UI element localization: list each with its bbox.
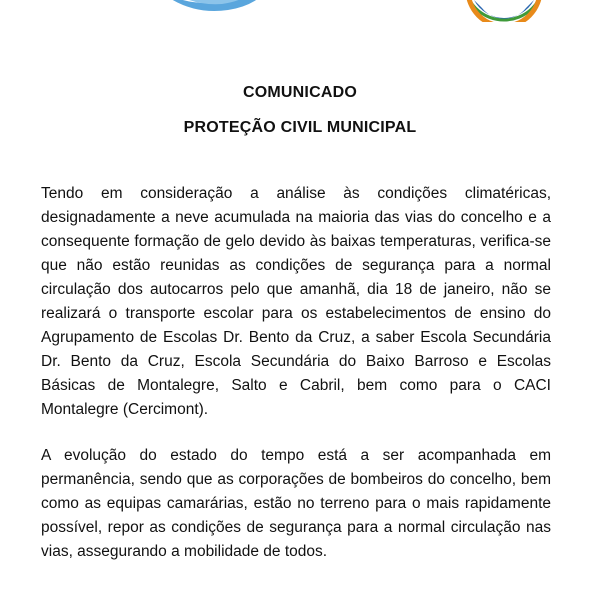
document-title: COMUNICADO (243, 84, 357, 101)
paragraph: Tendo em consideração a análise às condições climatéricas, designadamente a neve acumulada na maioria das vias do concelho e a consequente formação de gelo devido às baixas temperaturas, verifica-se que não estão reunidas as condições de segurança para a normal circulação dos autocarros pelo que amanhã, dia 18 de janeiro, não se realizará o transporte escolar para os estabelecimentos de ensino do Agrupamento de Escolas Dr. Bento da Cruz, a saber Escola Secundária Dr. Bento da Cruz, Escola Secundária do Baixo Barroso e Escolas Básicas de Montalegre, Salto e Cabril, bem como para o CACI Montalegre (Cercimont). (41, 185, 551, 418)
document-subtitle: PROTEÇÃO CIVIL MUNICIPAL (183, 119, 417, 136)
municipal-wave-logo-icon (150, 0, 280, 12)
badge-logo-text: ATUG (492, 5, 516, 14)
paragraph: A evolução do estado do tempo está a ser acompanhada em permanência, sendo que as corporações de bombeiros do concelho, bem como as equipas camarárias, estão no terreno para o mais rapidamente possível, repor as condições de segurança para a normal circulação nas vias, assegurando a mobilidade de todos. (41, 447, 551, 560)
circular-badge-logo-icon (462, 0, 546, 22)
